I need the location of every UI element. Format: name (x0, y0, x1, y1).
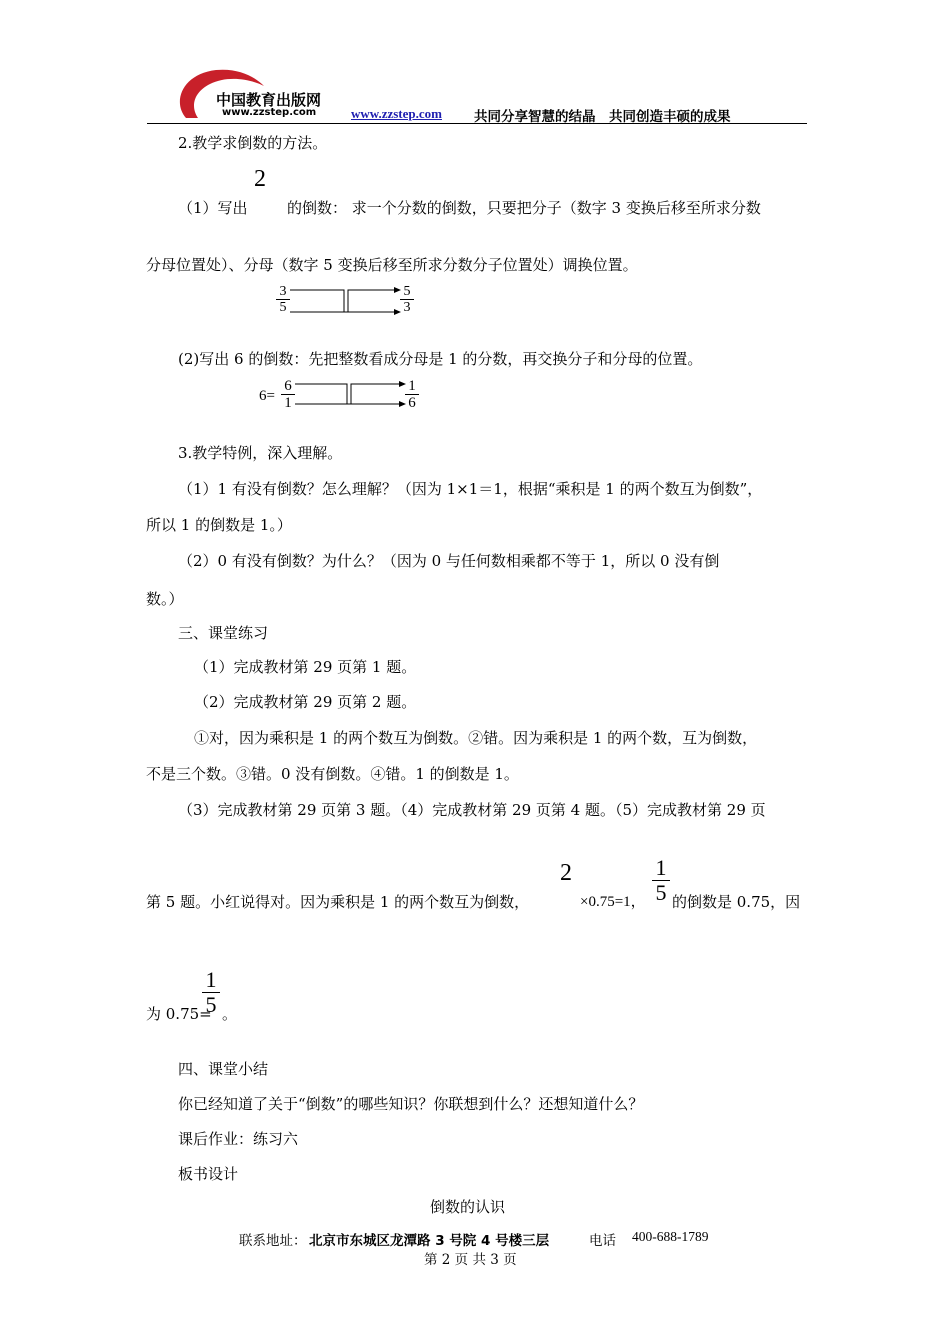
paragraph: （2）0 有没有倒数？为什么？（因为 0 与任何数相乘都不等于 1，所以 0 没有倒 (178, 552, 720, 570)
fraction: $\frac{1}{5}$ (652, 856, 670, 905)
paragraph: 2.教学求倒数的方法。 (178, 134, 328, 152)
paragraph: 为 0.75= (146, 1005, 212, 1023)
paragraph: 第 5 题。小红说得对。因为乘积是 1 的两个数互为倒数， (146, 893, 530, 911)
paragraph: 课后作业：练习六 (178, 1130, 299, 1148)
paragraph: （1）写出 (178, 199, 248, 217)
paragraph: 你已经知道了关于“倒数”的哪些知识？你联想到什么？还想知道什么？ (178, 1095, 644, 1113)
paragraph: （3）完成教材第 29 页第 3 题。（4）完成教材第 29 页第 4 题。（5）完成教材第 29 页 (178, 801, 766, 819)
paragraph: （1）完成教材第 29 页第 1 题。 (194, 658, 417, 676)
fraction-right: $\frac{5}{3}$ (400, 284, 414, 315)
paragraph: （1）1 有没有倒数？怎么理解？（因为 1×1＝1，根据“乘积是 1 的两个数互为倒数”， (178, 480, 763, 498)
paragraph: （2）完成教材第 29 页第 2 题。 (194, 693, 417, 711)
big-digit: 2 (254, 166, 266, 192)
paragraph: 的倒数是 0.75，因 (672, 893, 801, 911)
diagram-prefix: 6= (259, 388, 275, 404)
footer-phone-label: 电话 (589, 1233, 616, 1249)
section-heading: 三、课堂练习 (178, 624, 269, 642)
paragraph: ①对，因为乘积是 1 的两个数互为倒数。②错。因为乘积是 1 的两个数，互为倒数， (194, 729, 758, 747)
paragraph: 。 (222, 1005, 238, 1023)
paragraph: (2)写出 6 的倒数：先把整数看成分母是 1 的分数，再交换分子和分母的位置。 (178, 350, 703, 368)
section-heading: 四、课堂小结 (178, 1060, 269, 1078)
footer-address-label: 联系地址： (239, 1233, 307, 1249)
paragraph: 3.教学特例，深入理解。 (178, 444, 343, 462)
page-number: 第 2 页 共 3 页 (424, 1252, 517, 1268)
fraction: $\frac{1}{5}$ (202, 968, 220, 1017)
paragraph: 不是三个数。③错。0 没有倒数。④错。1 的倒数是 1。 (146, 765, 519, 783)
site-link[interactable]: www.zzstep.com (351, 106, 442, 121)
fraction-left: $\frac{3}{5}$ (276, 284, 290, 315)
paragraph: ×0.75=1， (580, 894, 646, 910)
paragraph: 分母位置处）、分母（数字 5 变换后移至所求分数分子位置处）调换位置。 (146, 256, 638, 274)
paragraph: 的倒数： 求一个分数的倒数，只要把分子（数字 3 变换后移至所求分数 (287, 199, 761, 217)
header-rule (147, 123, 807, 124)
footer-phone: 400-688-1789 (632, 1229, 709, 1244)
swap-arrows (290, 284, 402, 318)
fraction-right: $\frac{1}{6}$ (405, 378, 419, 411)
logo-url: www.zzstep.com (222, 107, 317, 118)
big-digit: 2 (560, 860, 572, 886)
footer-address: 北京市东城区龙潭路 3 号院 4 号楼三层 (309, 1233, 550, 1249)
paragraph: 所以 1 的倒数是 1。） (146, 516, 292, 534)
board-title: 倒数的认识 (430, 1198, 506, 1216)
paragraph: 数。） (146, 590, 184, 608)
swap-arrows (295, 378, 407, 412)
paragraph: 板书设计 (178, 1165, 239, 1183)
fraction-left: $\frac{6}{1}$ (281, 378, 295, 411)
logo-text: 中国教育出版网 (216, 91, 322, 109)
header-slogan: 共同分享智慧的结晶 共同创造丰硕的成果 (474, 109, 731, 125)
